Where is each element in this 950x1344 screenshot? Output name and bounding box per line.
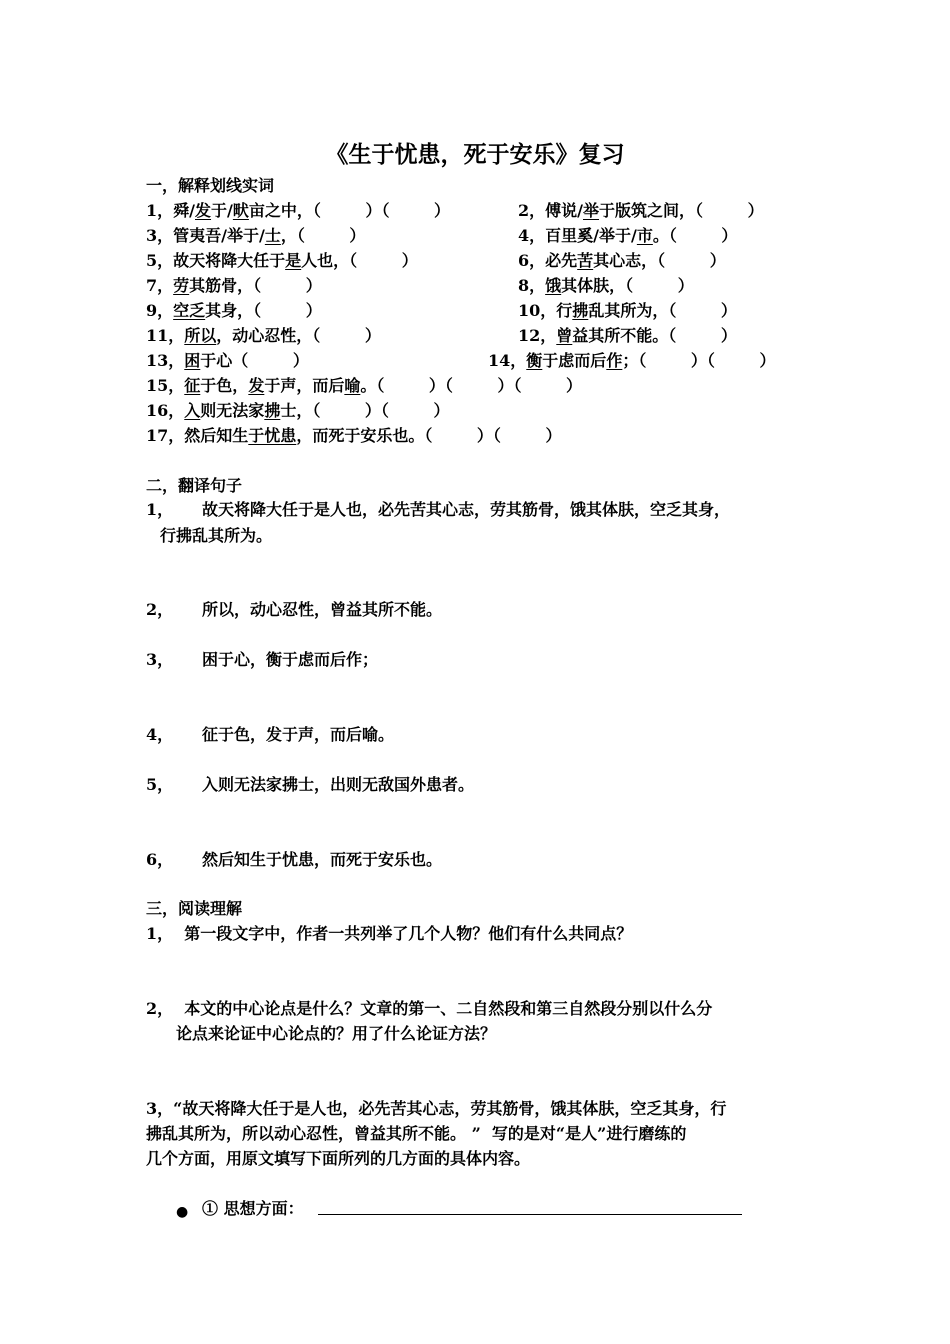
sentence-num: 4， [146,725,174,744]
fill-label: ① 思想方面： [202,1199,304,1218]
item-num: 5， [146,251,174,270]
sentence-text: 然后知生于忧患，而死于安乐也。 [202,850,443,869]
item-num: 9， [146,301,174,320]
underlined-word: 畎 [232,201,249,220]
vocab-item-11 [146,326,381,346]
vocab-item-15 [146,376,582,396]
sentence-text: 征于色，发于声，而后喻。 [202,725,395,744]
sentence-text: 入则无法家拂士，出则无敌国外患者。 [202,775,475,794]
item-text: 于虑而后 [542,351,607,370]
vocab-item-2 [518,201,764,221]
underlined-word: 苦 [577,251,594,270]
item-text: 于心（ ） [200,351,309,370]
underlined-word: 饿 [545,276,562,295]
item-text: 管夷吾/举于/ [173,226,265,245]
underlined-word: 市 [636,226,653,245]
sentence-num: 6， [146,850,174,869]
vocab-item-8 [518,276,694,296]
vocab-item-3 [146,226,365,246]
section3-heading: 三，阅读理解 [146,899,243,918]
item-text: 傅说/ [545,201,583,220]
vocab-item-4 [518,226,737,246]
item-num: 7， [146,276,174,295]
underlined-word: 举 [583,201,600,220]
item-text: 然后知生 [184,426,249,445]
item-text: 其筋骨，（ ） [189,276,322,295]
item-text: ，（ ） [280,226,366,245]
answer-blank-line[interactable] [318,1214,742,1215]
item-num: 11， [146,326,185,345]
item-text: 。（ ）（ ）（ ） [360,376,583,395]
vocab-item-9 [146,301,322,321]
underlined-word: 发 [195,201,212,220]
item-text: 必先 [545,251,578,270]
item-text: 士，（ ）（ ） [280,401,450,420]
sentence-num: 1， [146,500,174,519]
underlined-word: 征 [184,376,201,395]
vocab-item-7 [146,276,322,296]
underlined-word: 作 [606,351,623,370]
item-text: 舜/ [173,201,195,220]
item-num: 12， [518,326,557,345]
item-text: 乱其所为，（ ） [588,301,737,320]
item-text: 百里奚/举于/ [545,226,637,245]
item-text: 人也，（ ） [301,251,418,270]
item-text: ，动心忍性，（ ） [216,326,381,345]
item-num: 6， [518,251,546,270]
question-2-line2: 论点来论证中心论点的？用了什么论证方法？ [176,1024,497,1043]
question-1: 1， 第一段文字中，作者一共列举了几个人物？他们有什么共同点？ [146,924,633,943]
underlined-word: 所以 [184,326,217,345]
item-text: 。（ ） [652,226,738,245]
vocab-item-12 [518,326,737,346]
underlined-word: 于忧患 [248,426,297,445]
item-text: 益其所不能。（ ） [572,326,737,345]
underlined-word: 士 [264,226,281,245]
item-text: 故天将降大任于 [173,251,286,270]
vocab-item-16 [146,401,449,421]
item-num: 14， [488,351,527,370]
bullet-icon: ● [176,1204,189,1220]
page-title: 《生于忧患，死于安乐》复习 [325,141,625,168]
item-text: 其体肤，（ ） [561,276,694,295]
underlined-word: 衡 [526,351,543,370]
underlined-word: 空乏 [173,301,206,320]
item-text: 于/ [211,201,233,220]
item-text: 其身，（ ） [205,301,322,320]
underlined-word: 拂 [264,401,281,420]
item-num: 2， [518,201,546,220]
question-2-line1: 2， 本文的中心论点是什么？文章的第一、二自然段和第三自然段分别以什么分 [146,999,713,1018]
underlined-word: 是 [285,251,302,270]
sentence-num: 2， [146,600,174,619]
vocab-item-1 [146,201,450,221]
sentence-text: 所以，动心忍性，曾益其所不能。 [202,600,443,619]
question-3-line1: 3，“故天将降大任于是人也，必先苦其心志，劳其筋骨，饿其体肤，空乏其身，行 [146,1099,727,1118]
item-text: 亩之中，（ ）（ ） [248,201,451,220]
sentence-num: 3， [146,650,174,669]
underlined-word: 劳 [173,276,190,295]
item-num: 13， [146,351,185,370]
vocab-item-14 [488,351,775,371]
item-num: 8， [518,276,546,295]
vocab-item-13 [146,351,309,371]
underlined-word: 入 [184,401,201,420]
section2-heading: 二，翻译句子 [146,476,243,495]
item-text: 行 [556,301,573,320]
item-num: 1， [146,201,174,220]
item-text: 则无法家 [200,401,265,420]
item-text: 于色， [200,376,249,395]
underlined-word: 困 [184,351,201,370]
sentence-text: 行拂乱其所为。 [160,526,273,545]
vocab-item-6 [518,251,726,271]
vocab-item-10 [518,301,737,321]
item-text: 于声，而后 [264,376,345,395]
item-num: 16， [146,401,185,420]
underlined-word: 发 [248,376,265,395]
underlined-word: 喻 [344,376,361,395]
item-num: 15， [146,376,185,395]
sentence-text: 故天将降大任于是人也，必先苦其心志，劳其筋骨，饿其体肤，空乏其身， [202,500,731,519]
vocab-item-5 [146,251,418,271]
underlined-word: 拂 [572,301,589,320]
question-3-line2: 拂乱其所为，所以动心忍性，曾益其所不能。 ” 写的是对“是人”进行磨练的 [146,1124,687,1143]
item-text: ，而死于安乐也。（ ）（ ） [296,426,562,445]
underlined-word: 曾 [556,326,573,345]
sentence-num: 5， [146,775,174,794]
sentence-text: 困于心，衡于虑而后作； [202,650,379,669]
item-text: ；（ ）（ ） [622,351,776,370]
item-num: 4， [518,226,546,245]
item-num: 10， [518,301,557,320]
item-text: 于版筑之间，（ ） [599,201,764,220]
item-text: 其心志，（ ） [593,251,726,270]
vocab-item-17 [146,426,561,446]
question-3-line3: 几个方面，用原文填写下面所列的几方面的具体内容。 [146,1149,531,1168]
item-num: 3， [146,226,174,245]
section1-heading: 一，解释划线实词 [146,176,275,195]
item-num: 17， [146,426,185,445]
